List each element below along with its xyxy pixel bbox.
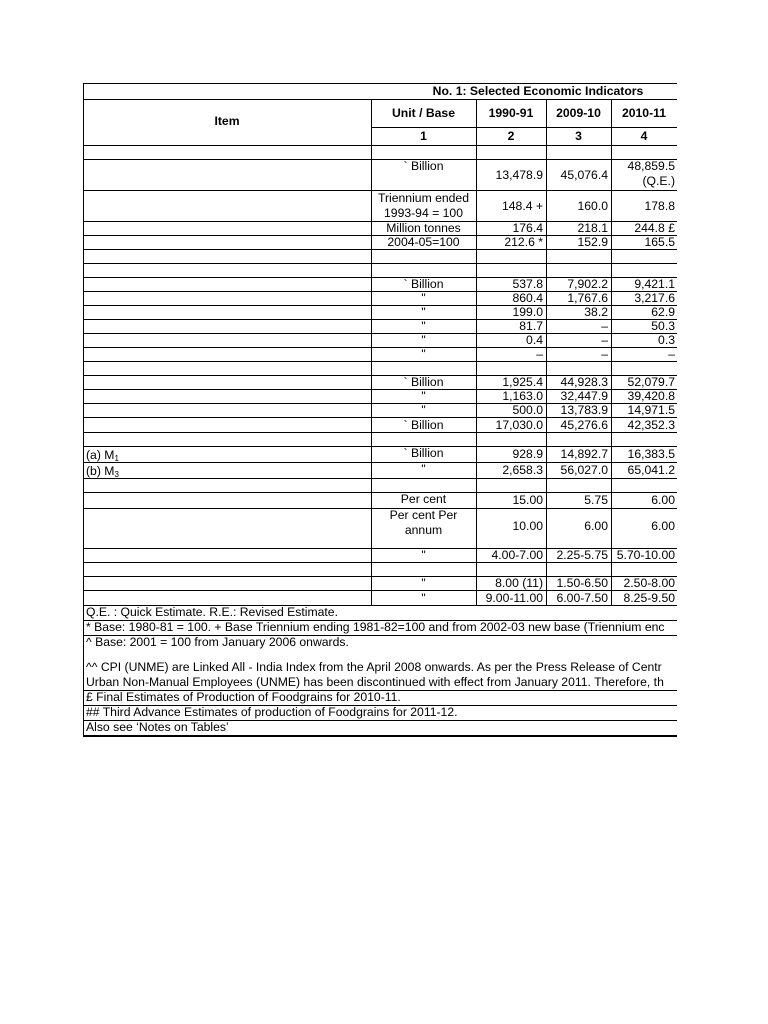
row-unit: " bbox=[421, 576, 426, 590]
value-2010-11: 14,971.5 bbox=[627, 403, 675, 417]
row-unit: ` Billion bbox=[403, 375, 444, 389]
header-num-4: 4 bbox=[640, 129, 648, 143]
value-2010-11: 6.00 bbox=[651, 493, 675, 507]
value-2010-11: 62.9 bbox=[651, 305, 675, 319]
row-unit: ` Billion bbox=[403, 159, 444, 173]
value-1990-91: 2,658.3 bbox=[502, 463, 543, 477]
header-num-2: 2 bbox=[507, 129, 515, 143]
row-item-label bbox=[86, 417, 369, 431]
header-2009-10: 2009-10 bbox=[556, 106, 601, 120]
row-item-label bbox=[86, 448, 369, 462]
value-2010-11: – bbox=[668, 347, 675, 361]
value-2010-11: 3,217.6 bbox=[634, 291, 675, 305]
value-1990-91: 928.9 bbox=[512, 447, 543, 461]
value-1990-91: 15.00 bbox=[512, 493, 543, 507]
value-2009-10: 44,928.3 bbox=[560, 375, 608, 389]
value-1990-91: 0.4 bbox=[526, 333, 543, 347]
value-2009-10: 13,783.9 bbox=[560, 403, 608, 417]
row-item-label bbox=[86, 590, 369, 604]
value-1990-91: 1,925.4 bbox=[502, 375, 543, 389]
row-item-label bbox=[86, 347, 369, 361]
value-2010-11: 244.8 £ bbox=[634, 221, 675, 235]
section-heading bbox=[86, 562, 369, 576]
row-unit: " bbox=[421, 347, 426, 361]
value-2010-11: 9,421.1 bbox=[634, 277, 675, 291]
header-subrule bbox=[371, 127, 677, 128]
section-heading bbox=[86, 432, 369, 446]
row-item-label bbox=[86, 319, 369, 333]
value-2010-11: 42,352.3 bbox=[627, 418, 675, 432]
value-2009-10: 1.50-6.50 bbox=[556, 576, 608, 590]
section-heading bbox=[86, 263, 369, 277]
header-num-3: 3 bbox=[575, 129, 582, 143]
row-item-label bbox=[86, 389, 369, 403]
row-unit: " bbox=[421, 462, 426, 476]
value-1990-91: 13,478.9 bbox=[495, 168, 543, 182]
row-unit: " bbox=[421, 291, 426, 305]
column-divider bbox=[476, 99, 477, 605]
value-1990-91: 4.00-7.00 bbox=[491, 548, 543, 562]
value-2010-11: 8.25-9.50 bbox=[623, 591, 675, 605]
row-unit-line1: Triennium ended bbox=[377, 191, 469, 205]
value-2010-11: 165.5 bbox=[644, 235, 675, 249]
value-2010-11: 178.8 bbox=[644, 199, 675, 213]
table-top-border bbox=[83, 83, 677, 84]
value-2009-10: 6.00 bbox=[584, 519, 608, 533]
value-1990-91: 537.8 bbox=[512, 277, 543, 291]
value-2009-10: – bbox=[601, 319, 608, 333]
header-unit: Unit / Base bbox=[392, 106, 455, 120]
row-unit: " bbox=[421, 305, 426, 319]
value-1990-91: 148.4 + bbox=[501, 199, 543, 213]
row-unit: " bbox=[421, 403, 426, 417]
row-item-label bbox=[86, 221, 369, 235]
table-bottom-border bbox=[83, 735, 677, 737]
value-2009-10: 14,892.7 bbox=[560, 447, 608, 461]
value-1990-91: 17,030.0 bbox=[495, 418, 543, 432]
value-2009-10: 2.25-5.75 bbox=[556, 548, 608, 562]
row-item-label bbox=[86, 492, 369, 506]
value-2009-10: 160.0 bbox=[577, 199, 608, 213]
value-2009-10: – bbox=[601, 333, 608, 347]
row-unit-line1: Per cent Per bbox=[389, 508, 458, 522]
row-item-label bbox=[86, 520, 369, 534]
footnote: ^ Base: 2001 = 100 from January 2006 onwards. bbox=[86, 635, 349, 649]
row-unit: Per cent bbox=[400, 492, 447, 506]
value-2010-11: 6.00 bbox=[651, 519, 675, 533]
row-unit: Million tonnes bbox=[386, 221, 461, 235]
value-2009-10: 7,902.2 bbox=[567, 277, 608, 291]
value-1990-91: 8.00 (11) bbox=[495, 576, 543, 590]
value-1990-91: 81.7 bbox=[519, 319, 543, 333]
section-heading bbox=[86, 249, 369, 263]
left-border bbox=[83, 83, 84, 606]
row-item-label bbox=[86, 333, 369, 347]
value-2010-11: 2.50-8.00 bbox=[623, 576, 675, 590]
footnote: ^^ CPI (UNME) are Linked All - India Index from the April 2008 onwards. As per the Press Release of Centr bbox=[86, 660, 662, 674]
row-item-label bbox=[86, 160, 369, 190]
row-item-label bbox=[86, 464, 369, 478]
value-2009-10: 5.75 bbox=[584, 493, 608, 507]
footnote: ## Third Advance Estimates of production of Foodgrains for 2011-12. bbox=[86, 705, 458, 719]
value-2009-10: 45,276.6 bbox=[560, 418, 608, 432]
row-unit: 2004-05=100 bbox=[387, 235, 460, 249]
column-divider bbox=[371, 99, 372, 605]
value-2009-10: 56,027.0 bbox=[560, 463, 608, 477]
subscript: 3 bbox=[114, 470, 119, 478]
value-2010-11: 65,041.2 bbox=[627, 463, 675, 477]
row-unit-line2: 1993-94 = 100 bbox=[384, 206, 463, 220]
column-divider bbox=[611, 99, 612, 605]
value-1990-91: 10.00 bbox=[512, 519, 543, 533]
header-rule bbox=[83, 99, 677, 100]
section-heading bbox=[86, 478, 369, 492]
row-item-label bbox=[86, 235, 369, 249]
value-1990-91: – bbox=[536, 347, 543, 361]
value-2010-11-note: (Q.E.) bbox=[642, 174, 675, 188]
value-2010-11: 50.3 bbox=[651, 319, 675, 333]
row-item-label bbox=[86, 548, 369, 562]
value-2010-11: 16,383.5 bbox=[627, 447, 675, 461]
notes-left-border bbox=[83, 605, 84, 735]
row-item-label bbox=[86, 576, 369, 590]
value-2010-11: 39,420.8 bbox=[627, 389, 675, 403]
row-item-label bbox=[86, 191, 369, 221]
table-title: No. 1: Selected Economic Indicators bbox=[432, 84, 644, 98]
header-item: Item bbox=[214, 114, 240, 128]
row-unit-line2: annum bbox=[404, 523, 443, 537]
footnote: Q.E. : Quick Estimate. R.E.: Revised Estimate. bbox=[86, 605, 338, 619]
row-item-label bbox=[86, 375, 369, 389]
row-item-label bbox=[86, 291, 369, 305]
value-1990-91: 212.6 * bbox=[504, 235, 543, 249]
footnote: Also see ‘Notes on Tables’ bbox=[86, 720, 229, 734]
value-2009-10: 38.2 bbox=[584, 305, 608, 319]
value-2010-11: 48,859.5 bbox=[627, 159, 675, 173]
value-2009-10: 6.00-7.50 bbox=[556, 591, 608, 605]
header-1990-91: 1990-91 bbox=[488, 106, 534, 120]
row-unit: ` Billion bbox=[403, 446, 444, 460]
row-unit: ` Billion bbox=[403, 418, 444, 432]
row-item-label bbox=[86, 403, 369, 417]
value-2009-10: – bbox=[601, 347, 608, 361]
value-2010-11: 0.3 bbox=[658, 333, 675, 347]
footnote: Urban Non-Manual Employees (UNME) has been discontinued with effect from January 2011. Therefore, th bbox=[86, 675, 664, 689]
row-item-label bbox=[86, 277, 369, 291]
row-item-label bbox=[86, 305, 369, 319]
value-2009-10: 45,076.4 bbox=[560, 168, 608, 182]
section-heading bbox=[86, 361, 369, 375]
value-2010-11: 52,079.7 bbox=[627, 375, 675, 389]
value-2010-11: 5.70-10.00 bbox=[616, 548, 675, 562]
item-label-text: (a) M bbox=[86, 448, 115, 462]
row-unit: " bbox=[421, 591, 426, 605]
row-unit: " bbox=[421, 548, 426, 562]
row-unit: " bbox=[421, 319, 426, 333]
value-1990-91: 176.4 bbox=[512, 221, 543, 235]
row-unit: " bbox=[421, 389, 426, 403]
value-2009-10: 152.9 bbox=[577, 235, 608, 249]
section-heading bbox=[86, 145, 369, 159]
value-2009-10: 1,767.6 bbox=[567, 291, 608, 305]
value-1990-91: 860.4 bbox=[512, 291, 543, 305]
column-divider bbox=[546, 99, 547, 605]
header-2010-11: 2010-11 bbox=[621, 106, 667, 120]
subscript: 1 bbox=[114, 454, 119, 462]
value-1990-91: 500.0 bbox=[512, 403, 543, 417]
row-unit: " bbox=[421, 333, 426, 347]
value-1990-91: 9.00-11.00 bbox=[485, 591, 543, 605]
item-label-text: (b) M bbox=[86, 464, 115, 478]
footnote: * Base: 1980-81 = 100. + Base Triennium ending 1981-82=100 and from 2002-03 new base (Triennium enc bbox=[86, 620, 665, 634]
footnote: £ Final Estimates of Production of Foodgrains for 2010-11. bbox=[86, 690, 401, 704]
header-num-1: 1 bbox=[420, 129, 427, 143]
row-unit: ` Billion bbox=[403, 277, 444, 291]
value-2009-10: 32,447.9 bbox=[560, 389, 608, 403]
value-2009-10: 218.1 bbox=[577, 221, 608, 235]
value-1990-91: 1,163.0 bbox=[502, 389, 543, 403]
value-1990-91: 199.0 bbox=[512, 305, 543, 319]
